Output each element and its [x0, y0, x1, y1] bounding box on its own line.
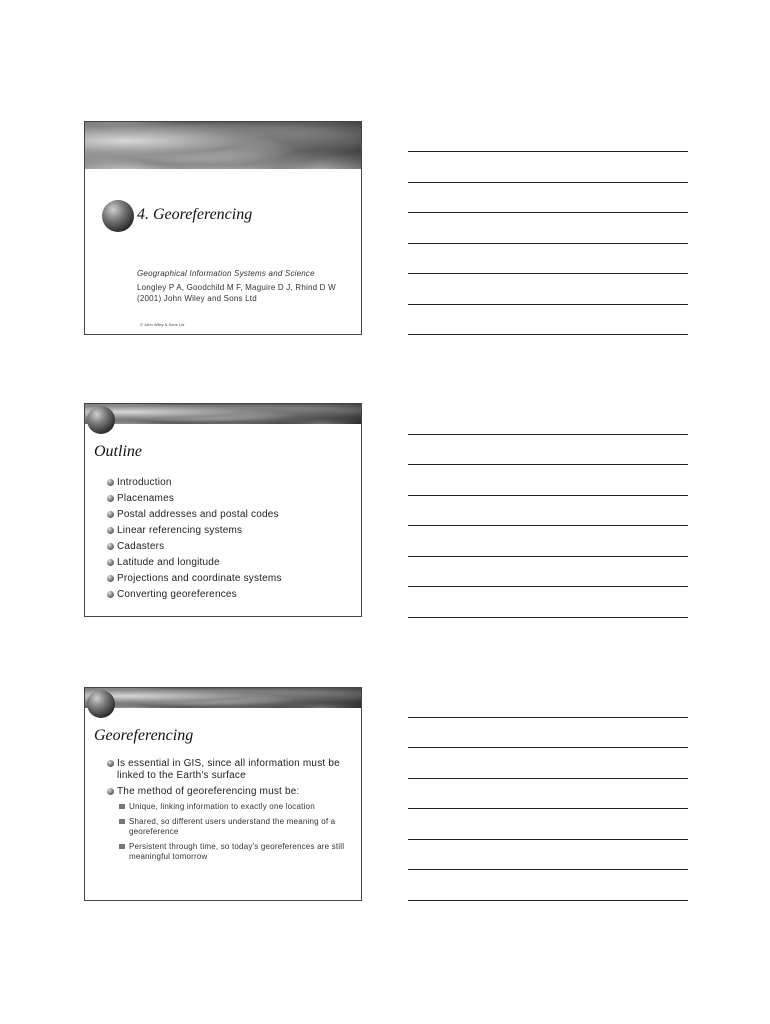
bullet-icon	[107, 575, 114, 582]
square-bullet-icon	[119, 844, 125, 849]
bullet-icon	[107, 788, 114, 795]
note-line	[408, 525, 688, 526]
slide-title: 4. Georeferencing	[137, 206, 253, 223]
note-line	[408, 586, 688, 587]
satellite-banner-image	[85, 122, 361, 169]
globe-icon	[87, 690, 115, 718]
bullet-icon	[107, 495, 114, 502]
title-slide	[84, 121, 362, 335]
outline-slide	[84, 403, 362, 617]
note-line	[408, 151, 688, 152]
satellite-banner-image	[85, 688, 361, 708]
sub-list-item: Persistent through time, so today's georeferences are still meaningful tomorrow	[107, 842, 352, 862]
list-item: Is essential in GIS, since all information must be linked to the Earth's surface	[107, 758, 352, 782]
note-line	[408, 747, 688, 748]
note-line	[408, 212, 688, 213]
note-line	[408, 243, 688, 244]
note-line	[408, 495, 688, 496]
outline-list	[107, 475, 282, 603]
list-item: Latitude and longitude	[107, 555, 282, 571]
book-title: Geographical Information Systems and Science	[137, 269, 315, 278]
list-item: Postal addresses and postal codes	[107, 507, 282, 523]
georeferencing-slide	[84, 687, 362, 901]
copyright: © John Wiley & Sons Ltd	[140, 322, 185, 327]
note-line	[408, 556, 688, 557]
note-line	[408, 900, 688, 901]
square-bullet-icon	[119, 804, 125, 809]
bullet-icon	[107, 511, 114, 518]
note-line	[408, 869, 688, 870]
sub-list-item: Unique, linking information to exactly one location	[107, 802, 352, 812]
bullet-icon	[107, 527, 114, 534]
note-line	[408, 304, 688, 305]
authors: Longley P A, Goodchild M F, Maguire D J, Rhind D W (2001) John Wiley and Sons Ltd	[137, 283, 336, 303]
globe-icon	[87, 406, 115, 434]
bullet-icon	[107, 591, 114, 598]
note-line	[408, 464, 688, 465]
satellite-banner-image	[85, 404, 361, 424]
note-line	[408, 273, 688, 274]
list-item: Cadasters	[107, 539, 282, 555]
note-line	[408, 717, 688, 718]
slide-heading: Outline	[94, 443, 142, 460]
note-line	[408, 808, 688, 809]
square-bullet-icon	[119, 819, 125, 824]
georeferencing-list	[107, 758, 352, 867]
list-item: Linear referencing systems	[107, 523, 282, 539]
list-item: Placenames	[107, 491, 282, 507]
slide-heading: Georeferencing	[94, 727, 194, 744]
note-line	[408, 182, 688, 183]
note-line	[408, 778, 688, 779]
note-line	[408, 839, 688, 840]
bullet-icon	[107, 543, 114, 550]
bullet-icon	[107, 479, 114, 486]
sub-list-item: Shared, so different users understand the meaning of a georeference	[107, 817, 352, 837]
note-line	[408, 334, 688, 335]
note-line	[408, 617, 688, 618]
list-item: Projections and coordinate systems	[107, 571, 282, 587]
bullet-icon	[107, 559, 114, 566]
bullet-icon	[107, 760, 114, 767]
list-item: The method of georeferencing must be:	[107, 786, 352, 798]
globe-icon	[102, 200, 134, 232]
list-item: Introduction	[107, 475, 282, 491]
list-item: Converting georeferences	[107, 587, 282, 603]
note-line	[408, 434, 688, 435]
